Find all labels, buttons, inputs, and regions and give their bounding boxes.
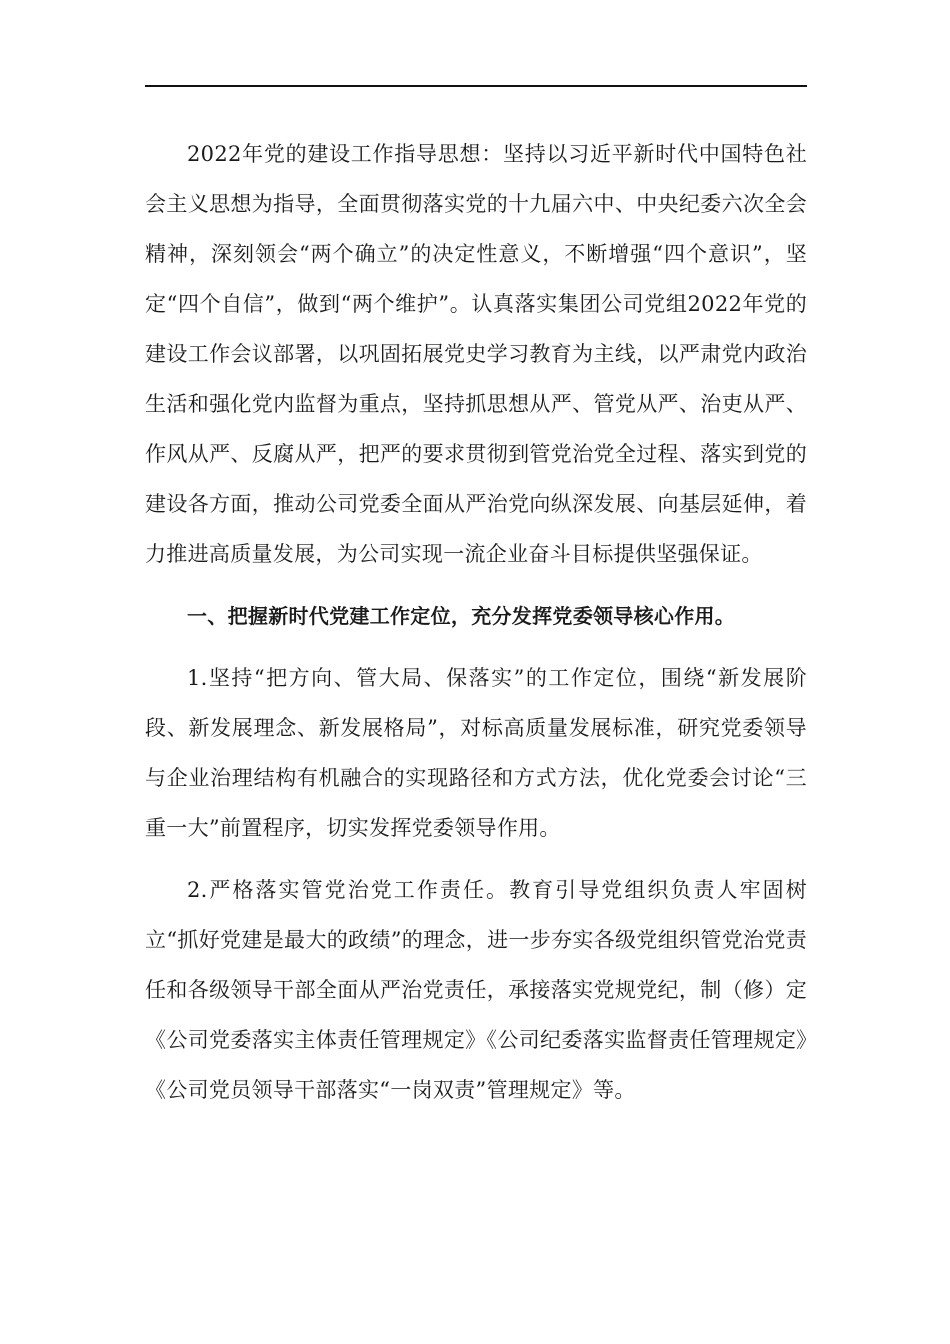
item-paragraph-1: 1.坚持“把方向、管大局、保落实”的工作定位，围绕“新发展阶段、新发展理念、新发展格局”，对标高质量发展标准，研究党委领导与企业治理结构有机融合的实现路径和方式方法，优化党委会讨论“三重一大”前置程序，切实发挥党委领导作用。 — [145, 666, 807, 840]
document-body — [145, 129, 807, 1115]
section-heading: 一、把握新时代党建工作定位，充分发挥党委领导核心作用。 — [187, 604, 736, 628]
header-rule — [145, 85, 807, 87]
intro-paragraph: 2022年党的建设工作指导思想：坚持以习近平新时代中国特色社会主义思想为指导，全面贯彻落实党的十九届六中、中央纪委六次全会精神，深刻领会“两个确立”的决定性意义，不断增强“四个意识”，坚定“四个自信”，做到“两个维护”。认真落实集团公司党组2022年党的建设工作会议部署，以巩固拓展党史学习教育为主线，以严肃党内政治生活和强化党内监督为重点，坚持抓思想从严、管党从严、治吏从严、作风从严、反腐从严，把严的要求贯彻到管党治党全过程、落实到党的建设各方面，推动公司党委全面从严治党向纵深发展、向基层延伸，着力推进高质量发展，为公司实现一流企业奋斗目标提供坚强保证。 — [145, 142, 807, 566]
item-paragraph-2: 2.严格落实管党治党工作责任。教育引导党组织负责人牢固树立“抓好党建是最大的政绩”的理念，进一步夯实各级党组织管党治党责任和各级领导干部全面从严治党责任，承接落实党规党纪，制（修）定《公司党委落实主体责任管理规定》《公司纪委落实监督责任管理规定》《公司党员领导干部落实“一岗双责”管理规定》等。 — [145, 878, 807, 1102]
